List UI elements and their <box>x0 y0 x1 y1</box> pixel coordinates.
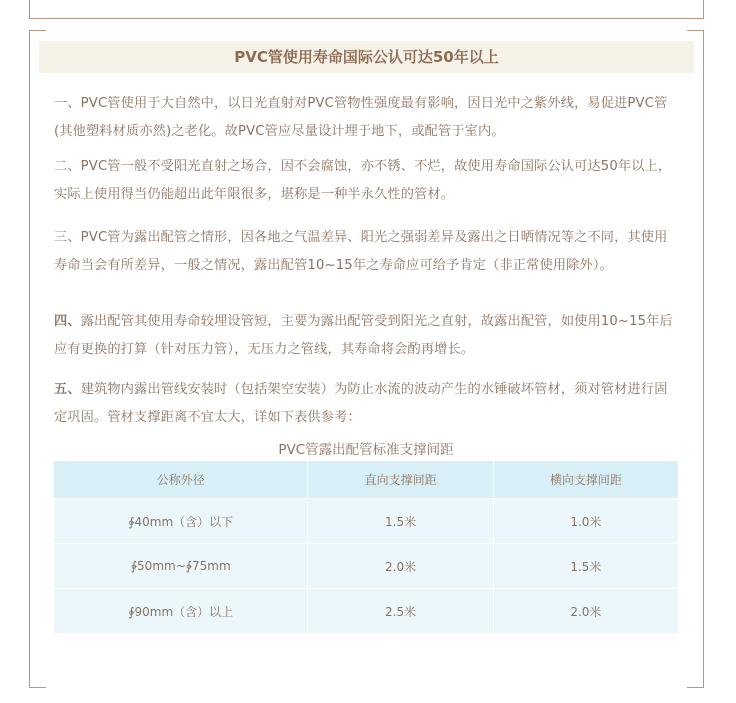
table-caption: PVC管露出配管标准支撑间距 <box>278 442 454 458</box>
support-spacing-table <box>54 461 678 633</box>
table-row <box>54 589 678 634</box>
paragraph-2 <box>54 153 680 209</box>
frame-top-stub-right <box>703 0 704 18</box>
table-cell: 1.5米 <box>493 544 678 589</box>
table-cell: ∲90mm（含）以上 <box>54 589 308 634</box>
paragraph-4 <box>54 308 680 364</box>
paragraph-lead: 四、 <box>54 314 81 329</box>
table-cell: ∲40mm（含）以下 <box>54 499 308 544</box>
paragraph-5 <box>54 376 680 432</box>
paragraph-text: 露出配管其使用寿命较埋设管短，主要为露出配管受到阳光之直射，故露出配管，如使用10~15年后应有更换的打算（针对压力管），无压力之管线，其寿命将会酌再增长。 <box>54 314 673 357</box>
header-vertical-spacing: 直向支撑间距 <box>308 461 493 499</box>
paragraph-text: 建筑物内露出管线安装时（包括架空安装）为防止水流的波动产生的水锤破坏管材，须对管材进行固定巩固。管材支撑距离不宜太大，详如下表供参考： <box>54 382 668 425</box>
table-cell: 1.0米 <box>493 499 678 544</box>
frame-top-stub-left <box>29 0 30 18</box>
header-horizontal-spacing: 横向支撑间距 <box>493 461 678 499</box>
frame-right-edge <box>703 30 704 688</box>
paragraph-lead: 五、 <box>54 382 81 397</box>
frame-top-line <box>29 18 704 19</box>
frame-corner <box>29 687 46 688</box>
table-cell: ∲50mm~∲75mm <box>54 544 308 589</box>
table-header-row <box>54 461 678 499</box>
table-cell: 2.0米 <box>493 589 678 634</box>
paragraph-text: 三、PVC管为露出配管之情形，因各地之气温差异、阳光之强弱差异及露出之日晒情况等之不同，其使用寿命当会有所差异，一般之情况，露出配管10~15年之寿命应可给予肯定（非正常使用除外）。 <box>54 230 668 273</box>
table-cell: 1.5米 <box>308 499 493 544</box>
frame-corner <box>687 30 704 31</box>
header-nominal-diameter: 公称外径 <box>54 461 308 499</box>
frame-corner <box>29 30 46 31</box>
paragraph-3 <box>54 224 680 280</box>
frame-corner <box>687 687 704 688</box>
table-cell: 2.5米 <box>308 589 493 634</box>
paragraph-text: 二、PVC管一般不受阳光直射之场合，因不会腐蚀，亦不锈、不烂，故使用寿命国际公认可达50年以上，实际上使用得当仍能超出此年限很多，堪称是一种半永久性的管材。 <box>54 159 672 202</box>
table-row <box>54 499 678 544</box>
frame-left-edge <box>29 30 30 688</box>
table-cell: 2.0米 <box>308 544 493 589</box>
paragraph-text: 一、PVC管使用于大自然中，以日光直射对PVC管物性强度最有影响，因日光中之紫外线，易促进PVC管(其他塑料材质亦然)之老化。故PVC管应尽量设计埋于地下，或配管于室内。 <box>54 96 668 139</box>
page-title: PVC管使用寿命国际公认可达50年以上 <box>39 41 694 73</box>
table-row <box>54 544 678 589</box>
paragraph-1 <box>54 90 680 146</box>
